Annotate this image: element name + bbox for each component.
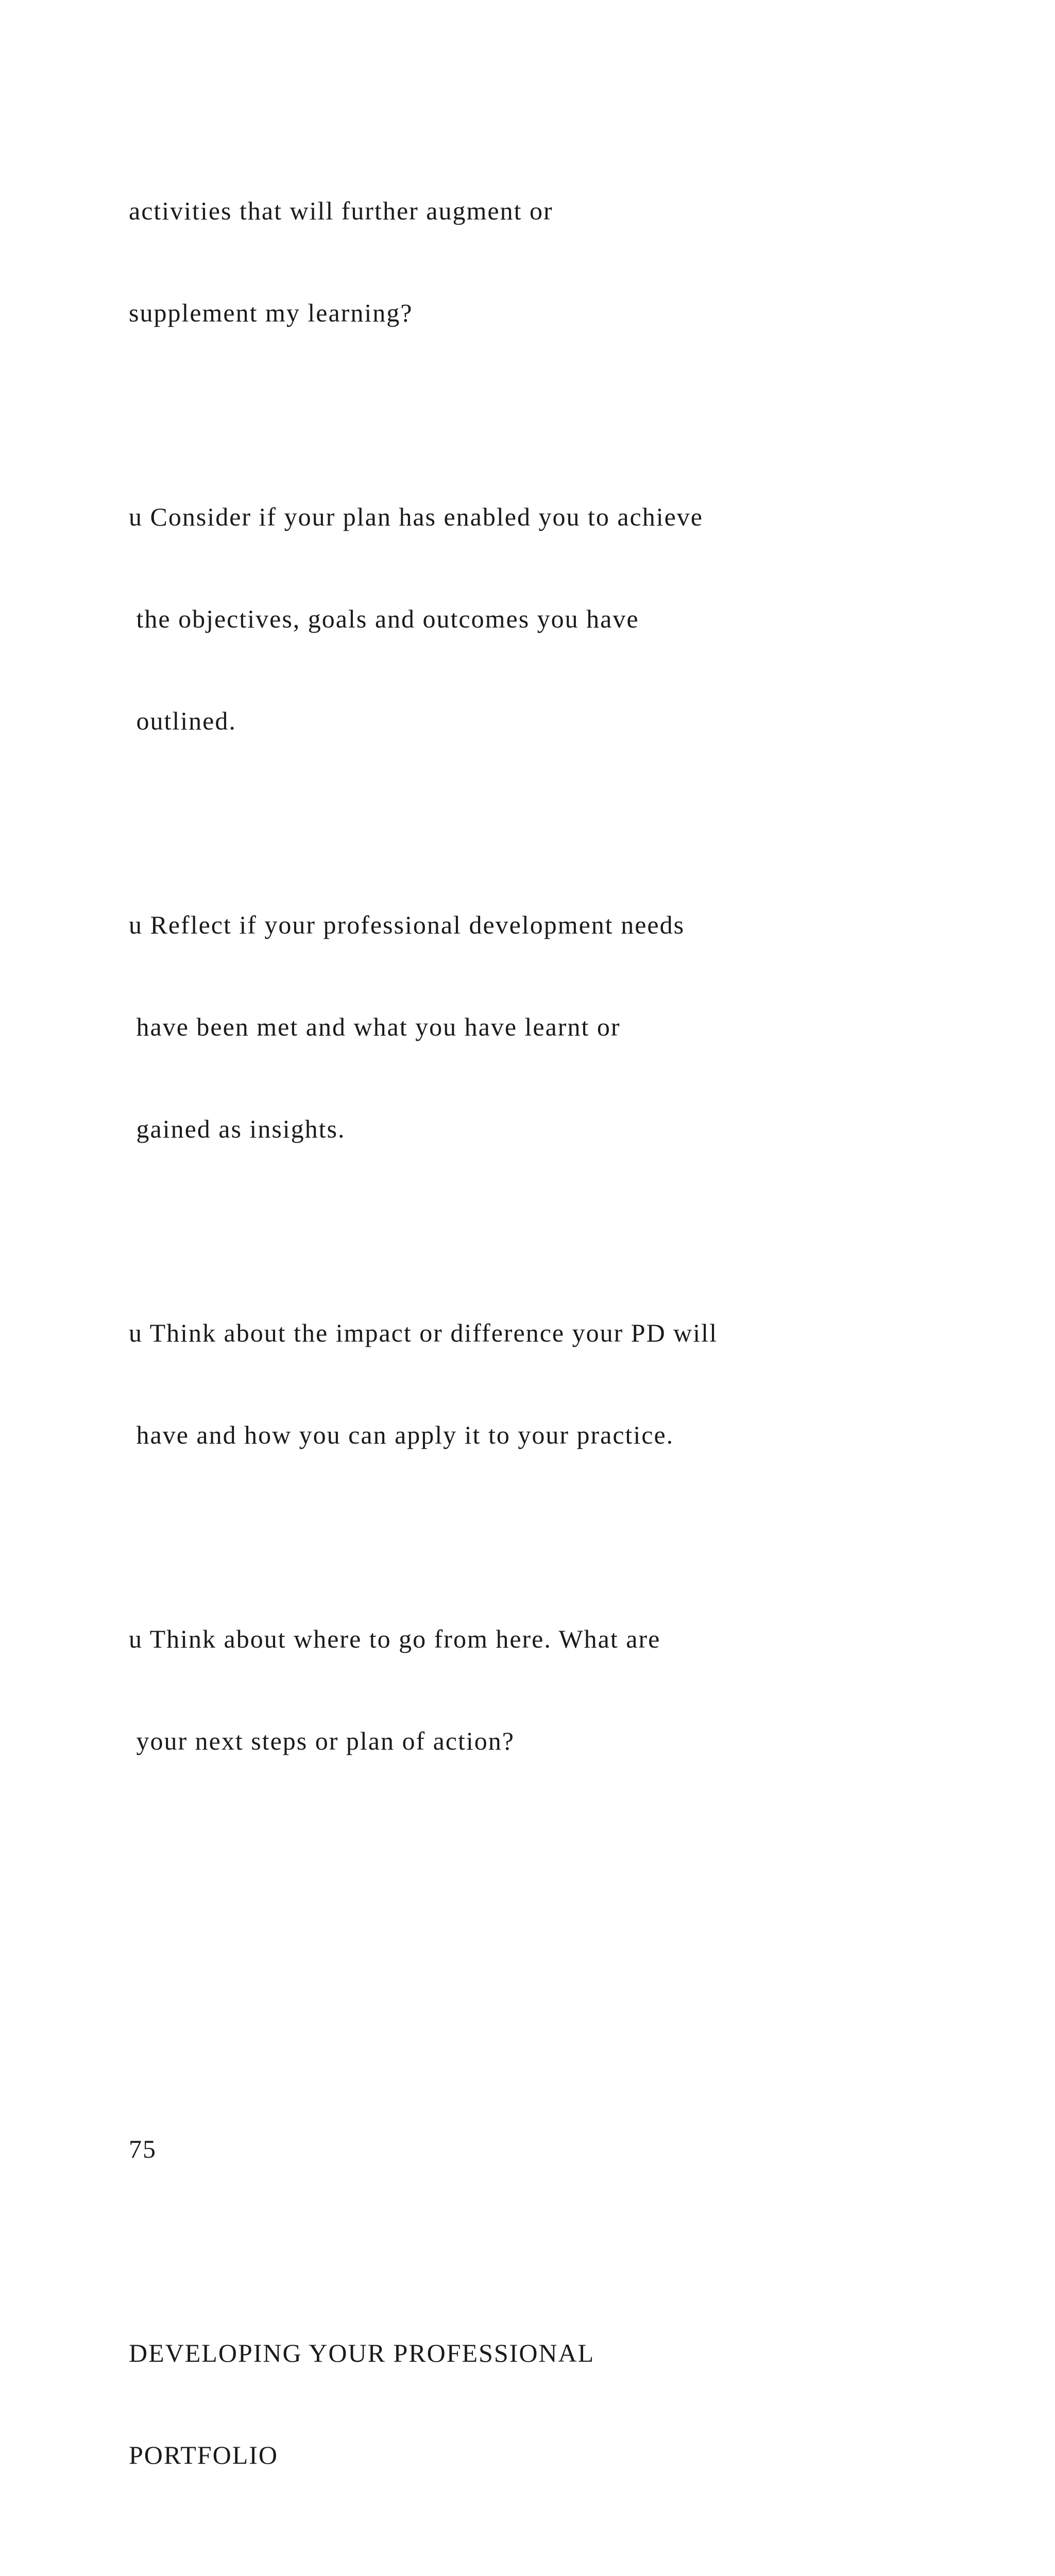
section-heading: PORTFOLIO [129, 2441, 279, 2469]
blank-line [129, 1520, 1005, 1554]
blank-line [129, 1928, 1005, 1962]
text-line: have and how you can apply it to your practice. [129, 1420, 674, 1449]
text-line: the objectives, goals and outcomes you have [129, 604, 639, 633]
section-heading: DEVELOPING YOUR PROFESSIONAL [129, 2338, 595, 2367]
bullet-line: u Consider if your plan has enabled you to achieve [129, 502, 703, 531]
text-line: supplement my learning? [129, 298, 413, 327]
blank-line [129, 1214, 1005, 1248]
bullet-line: u Think about the impact or difference your PD will [129, 1318, 718, 1347]
blank-line [129, 2234, 1005, 2268]
document-text [129, 126, 1005, 2576]
text-line: activities that will further augment or [129, 196, 553, 225]
text-line: outlined. [129, 706, 236, 735]
text-line: have been met and what you have learnt or [129, 1012, 621, 1041]
blank-line [129, 1826, 1005, 1860]
bullet-line: u Reflect if your professional development needs [129, 910, 685, 939]
blank-line [129, 398, 1005, 432]
blank-line [129, 2540, 1005, 2574]
page-number: 75 [129, 2134, 157, 2163]
blank-line [129, 2030, 1005, 2064]
text-line: gained as insights. [129, 1114, 346, 1143]
bullet-line: u Think about where to go from here. What are [129, 1624, 661, 1653]
text-line: your next steps or plan of action? [129, 1726, 515, 1755]
blank-line [129, 806, 1005, 840]
